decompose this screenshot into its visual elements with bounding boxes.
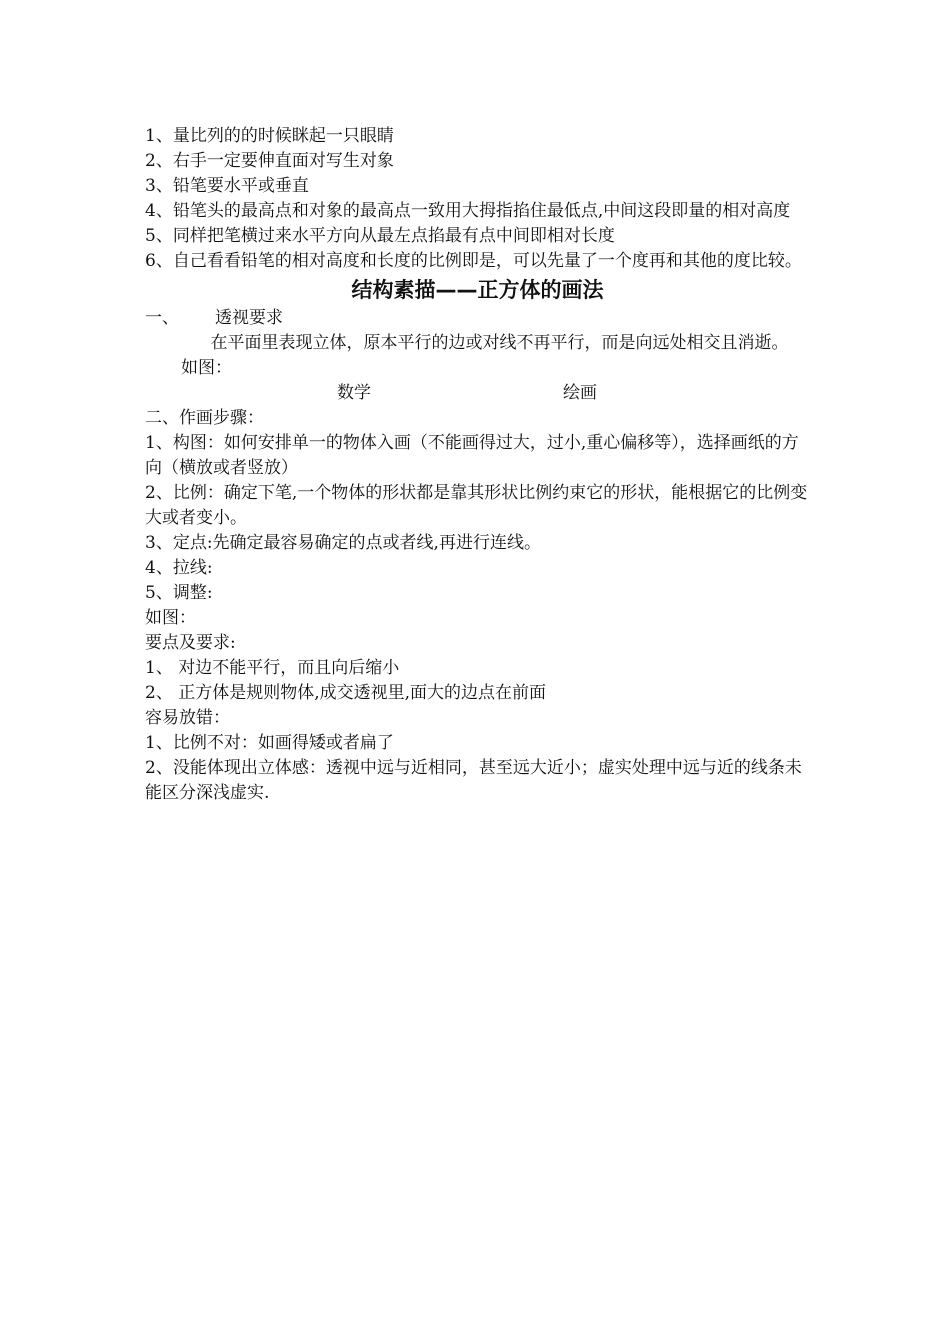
section-perspective	[145, 306, 810, 406]
intro-item: 3、铅笔要水平或垂直	[145, 176, 309, 196]
figure-label: 如图：	[181, 358, 232, 378]
requirement-item: 1、 对边不能平行，而且向后缩小	[145, 658, 400, 678]
step-item: 3、定点:先确定最容易确定的点或者线,再进行连线。	[145, 533, 541, 553]
section-description: 在平面里表现立体，原本平行的边或对线不再平行，而是向远处相交且消逝。	[210, 333, 789, 353]
step-item: 5、调整:	[145, 583, 213, 603]
intro-item: 2、右手一定要伸直面对写生对象	[145, 151, 394, 171]
intro-item: 1、量比列的的时候眯起一只眼睛	[145, 126, 394, 146]
mistake-item: 1、比例不对：如画得矮或者扁了	[145, 733, 394, 753]
step-item: 1、构图：如何安排单一的物体入画（不能画得过大，过小,重心偏移等），选择画纸的方向（横放或者竖放）	[145, 433, 799, 478]
section-mistakes	[145, 706, 810, 806]
intro-item: 4、铅笔头的最高点和对象的最高点一致用大拇指掐住最低点,中间这段即量的相对高度	[145, 201, 791, 221]
mistake-item: 2、没能体现出立体感：透视中远与近相同，甚至远大近小；虚实处理中远与近的线条未能区分深浅虚实.	[145, 758, 802, 803]
requirement-item: 2、 正方体是规则物体,成交透视里,面大的边点在前面	[145, 683, 547, 703]
section-steps	[145, 406, 810, 631]
figure-labels-row	[145, 381, 810, 406]
section-heading	[145, 306, 810, 331]
page-title: 结构素描——正方体的画法	[351, 278, 604, 302]
step-item: 4、拉线:	[145, 558, 213, 578]
step-item: 2、比例：确定下笔,一个物体的形状都是靠其形状比例约束它的形状，能根据它的比例变大或者变小。	[145, 483, 808, 528]
label-painting: 绘画	[563, 383, 597, 403]
figure-label: 如图：	[145, 608, 196, 628]
section-heading-text: 透视要求	[215, 308, 283, 328]
section-marker: 一、	[145, 308, 179, 328]
intro-item: 6、自己看看铅笔的相对高度和长度的比例即是，可以先量了一个度再和其他的度比较。	[145, 251, 802, 271]
section-heading: 要点及要求:	[145, 633, 236, 653]
section-heading: 容易放错：	[145, 708, 230, 728]
intro-list	[145, 124, 810, 274]
section-requirements	[145, 631, 810, 706]
label-math: 数学	[337, 383, 371, 403]
section-heading: 二、作画步骤：	[145, 408, 264, 428]
intro-item: 5、同样把笔横过来水平方向从最左点掐最有点中间即相对长度	[145, 226, 615, 246]
